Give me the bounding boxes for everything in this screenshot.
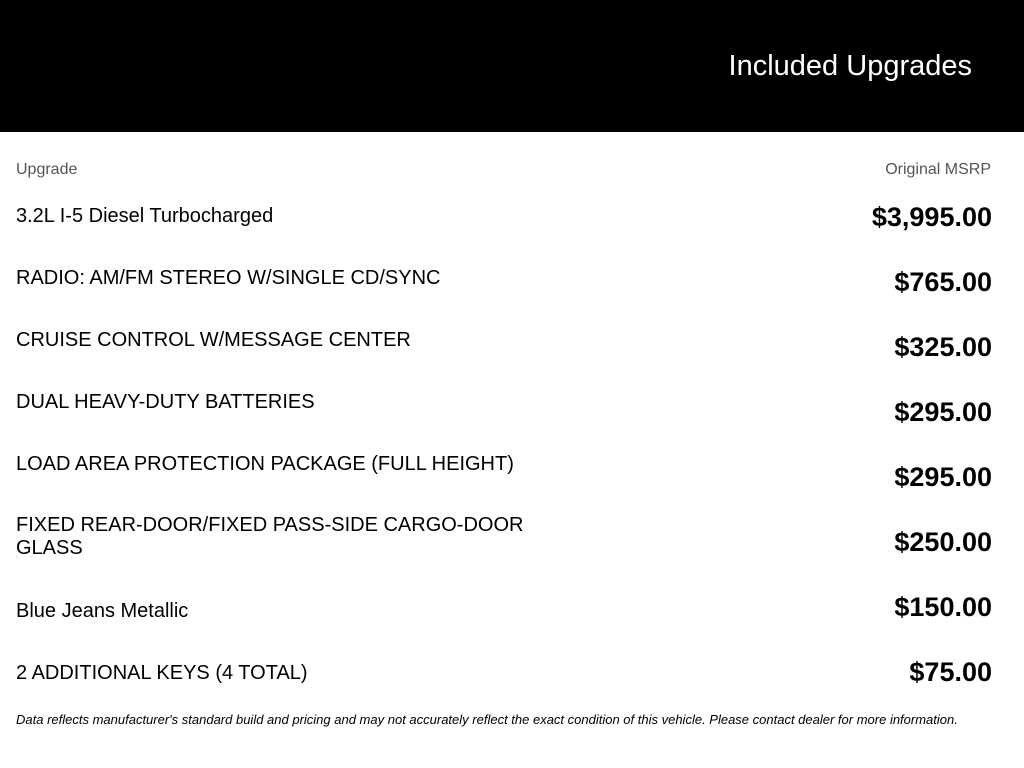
upgrade-price: $765.00 [894, 267, 992, 297]
header-banner [0, 0, 1024, 132]
upgrade-price: $250.00 [894, 527, 992, 557]
upgrade-price: $295.00 [894, 462, 992, 492]
upgrade-name: CRUISE CONTROL W/MESSAGE CENTER [16, 329, 411, 351]
upgrade-name: Blue Jeans Metallic [16, 600, 189, 622]
upgrade-name: FIXED REAR-DOOR/FIXED PASS-SIDE CARGO-DOOR GLASS [16, 514, 524, 559]
column-header-upgrade: Upgrade [16, 161, 78, 178]
upgrade-name: RADIO: AM/FM STEREO W/SINGLE CD/SYNC [16, 267, 441, 289]
upgrade-name: 3.2L I-5 Diesel Turbocharged [16, 205, 274, 227]
disclaimer-text: Data reflects manufacturer's standard build and pricing and may not accurately reflect the exact condition of this vehicle. Please contact dealer for more information. [16, 712, 958, 727]
upgrade-price: $295.00 [894, 397, 992, 427]
upgrade-price: $150.00 [894, 592, 992, 622]
upgrade-name: LOAD AREA PROTECTION PACKAGE (FULL HEIGHT) [16, 453, 514, 475]
upgrade-name: DUAL HEAVY-DUTY BATTERIES [16, 391, 315, 413]
upgrade-price: $325.00 [894, 332, 992, 362]
upgrade-name: 2 ADDITIONAL KEYS (4 TOTAL) [16, 662, 308, 684]
upgrade-price: $75.00 [909, 657, 992, 687]
page-title: Included Upgrades [728, 50, 972, 82]
column-header-msrp: Original MSRP [885, 161, 991, 178]
upgrade-price: $3,995.00 [871, 202, 992, 232]
